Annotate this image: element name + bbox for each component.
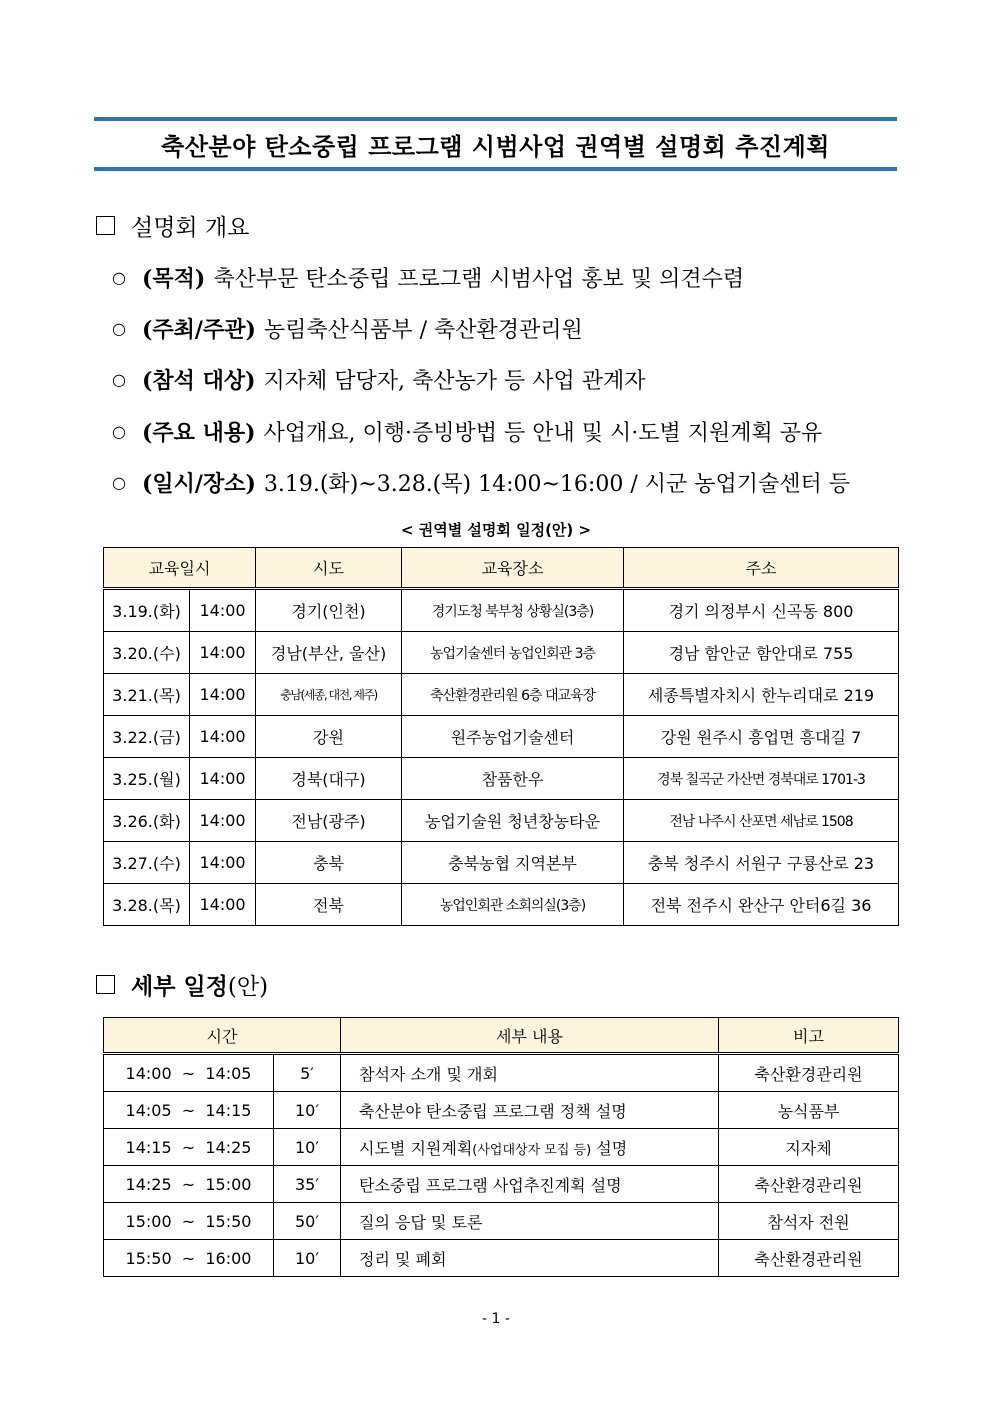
row-date: 3.27.(수) [104, 842, 190, 884]
regional-schedule-table [103, 547, 899, 926]
row-address: 경남 함안군 함안대로 755 [624, 632, 899, 674]
section-detail-title: 세부 일정 [131, 973, 228, 1000]
row-content: 참석자 소개 및 개회 [341, 1054, 719, 1092]
circle-bullet-icon: ○ [112, 422, 126, 441]
bullet-content [112, 416, 822, 447]
header-datetime: 교육일시 [104, 548, 256, 589]
row-time-range: 14:15 ~ 14:25 [104, 1129, 274, 1166]
circle-bullet-icon: ○ [112, 268, 126, 287]
section-overview-title: 설명회 개요 [131, 215, 250, 241]
row-duration: 10′ [274, 1092, 341, 1129]
row-time: 14:00 [190, 800, 256, 842]
row-duration: 5′ [274, 1054, 341, 1092]
header-note: 비고 [719, 1018, 899, 1054]
row-region: 경남(부산, 울산) [256, 632, 402, 674]
row-time: 14:00 [190, 589, 256, 632]
row-place: 충북농협 지역본부 [402, 842, 624, 884]
row-place: 원주농업기술센터 [402, 716, 624, 758]
row-time: 14:00 [190, 842, 256, 884]
row-date: 3.28.(목) [104, 884, 190, 926]
row-duration: 10′ [274, 1129, 341, 1166]
header-address: 주소 [624, 548, 899, 589]
bullet-text: 지자체 담당자, 축산농가 등 사업 관계자 [263, 369, 646, 394]
bullet-text: 축산부문 탄소중립 프로그램 시범사업 홍보 및 의견수렴 [213, 267, 745, 292]
table-row [104, 1166, 899, 1203]
row-region: 충북 [256, 842, 402, 884]
table-row [104, 632, 899, 674]
table-header-row [104, 1018, 899, 1054]
table-row [104, 1054, 899, 1092]
schedule-caption: < 권역별 설명회 일정(안) > [400, 521, 592, 539]
row-note: 참석자 전원 [719, 1203, 899, 1240]
checkbox-square-icon [96, 216, 115, 235]
content-tail: 설명 [591, 1138, 628, 1158]
header-content: 세부 내용 [341, 1018, 719, 1054]
page-number: - 1 - [482, 1311, 510, 1327]
row-address: 세종특별자치시 한누리대로 219 [624, 674, 899, 716]
row-place: 농업인회관 소회의실(3층) [402, 884, 624, 926]
row-time-range: 14:05 ~ 14:15 [104, 1092, 274, 1129]
row-address: 강원 원주시 흥업면 흥대길 7 [624, 716, 899, 758]
row-note: 축산환경관리원 [719, 1240, 899, 1277]
bullet-label: (주요 내용) [142, 420, 256, 446]
row-date: 3.21.(목) [104, 674, 190, 716]
row-region: 강원 [256, 716, 402, 758]
row-content [341, 1129, 719, 1166]
row-note: 축산환경관리원 [719, 1166, 899, 1203]
row-address: 경기 의정부시 신곡동 800 [624, 589, 899, 632]
bullet-text: 사업개요, 이행·증빙방법 등 안내 및 시·도별 지원계획 공유 [263, 421, 823, 446]
bullet-label: (주최/주관) [142, 317, 256, 343]
detail-schedule-table [103, 1017, 899, 1277]
bullet-purpose [112, 262, 744, 293]
row-time: 14:00 [190, 716, 256, 758]
row-region: 충남(세종, 대전, 제주) [256, 674, 402, 716]
row-time: 14:00 [190, 884, 256, 926]
table-row [104, 884, 899, 926]
document-title: 축산분야 탄소중립 프로그램 시범사업 권역별 설명회 추진계획 [161, 132, 830, 161]
bullet-text: 3.19.(화)~3.28.(목) 14:00~16:00 / 시군 농업기술센터 등 [263, 472, 850, 497]
row-content: 질의 응답 및 토론 [341, 1203, 719, 1240]
bullet-attendees [112, 364, 646, 395]
row-region: 경북(대구) [256, 758, 402, 800]
table-row [104, 589, 899, 632]
header-time: 시간 [104, 1018, 341, 1054]
table-row [104, 1129, 899, 1166]
row-time: 14:00 [190, 674, 256, 716]
content-main: 시도별 지원계획 [359, 1138, 473, 1158]
table-row [104, 800, 899, 842]
row-duration: 50′ [274, 1203, 341, 1240]
table-row [104, 1092, 899, 1129]
table-row [104, 716, 899, 758]
row-place: 축산환경관리원 6층 대교육장 [402, 674, 624, 716]
table-row [104, 1240, 899, 1277]
row-content: 탄소중립 프로그램 사업추진계획 설명 [341, 1166, 719, 1203]
row-time: 14:00 [190, 632, 256, 674]
content-note: (사업대상자 모집 등) [472, 1142, 592, 1158]
header-place: 교육장소 [402, 548, 624, 589]
document-title-box [94, 117, 897, 171]
circle-bullet-icon: ○ [112, 473, 126, 492]
row-time-range: 14:00 ~ 14:05 [104, 1054, 274, 1092]
bullet-label: (일시/장소) [142, 471, 256, 497]
row-place: 참품한우 [402, 758, 624, 800]
row-time-range: 15:00 ~ 15:50 [104, 1203, 274, 1240]
table-row [104, 842, 899, 884]
circle-bullet-icon: ○ [112, 319, 126, 338]
row-date: 3.26.(화) [104, 800, 190, 842]
row-duration: 10′ [274, 1240, 341, 1277]
row-time-range: 14:25 ~ 15:00 [104, 1166, 274, 1203]
row-address: 전북 전주시 완산구 안터6길 36 [624, 884, 899, 926]
table-header-row [104, 548, 899, 589]
row-date: 3.20.(수) [104, 632, 190, 674]
section-detail-suffix: (안) [227, 974, 269, 1000]
section-detail-heading [96, 968, 268, 1001]
section-overview-heading [96, 209, 249, 242]
header-region: 시도 [256, 548, 402, 589]
row-time-range: 15:50 ~ 16:00 [104, 1240, 274, 1277]
row-note: 농식품부 [719, 1092, 899, 1129]
table-row [104, 1203, 899, 1240]
row-content: 축산분야 탄소중립 프로그램 정책 설명 [341, 1092, 719, 1129]
row-duration: 35′ [274, 1166, 341, 1203]
row-place: 농업기술센터 농업인회관 3층 [402, 632, 624, 674]
table-row [104, 674, 899, 716]
bullet-datetime-place [112, 467, 850, 498]
row-region: 전북 [256, 884, 402, 926]
bullet-label: (목적) [142, 266, 206, 292]
row-content: 정리 및 폐회 [341, 1240, 719, 1277]
bullet-host [112, 313, 583, 344]
row-date: 3.19.(화) [104, 589, 190, 632]
row-date: 3.22.(금) [104, 716, 190, 758]
bullet-label: (참석 대상) [142, 368, 256, 394]
table-row [104, 758, 899, 800]
row-place: 경기도청 북부청 상황실(3층) [402, 589, 624, 632]
row-address: 충북 청주시 서원구 구룡산로 23 [624, 842, 899, 884]
row-place: 농업기술원 청년창농타운 [402, 800, 624, 842]
checkbox-square-icon [96, 975, 115, 994]
row-time: 14:00 [190, 758, 256, 800]
row-region: 경기(인천) [256, 589, 402, 632]
circle-bullet-icon: ○ [112, 370, 126, 389]
row-note: 지자체 [719, 1129, 899, 1166]
row-address: 경북 칠곡군 가산면 경북대로 1701-3 [624, 758, 899, 800]
row-address: 전남 나주시 산포면 세남로 1508 [624, 800, 899, 842]
row-region: 전남(광주) [256, 800, 402, 842]
row-note: 축산환경관리원 [719, 1054, 899, 1092]
row-date: 3.25.(월) [104, 758, 190, 800]
bullet-text: 농림축산식품부 / 축산환경관리원 [263, 318, 583, 343]
